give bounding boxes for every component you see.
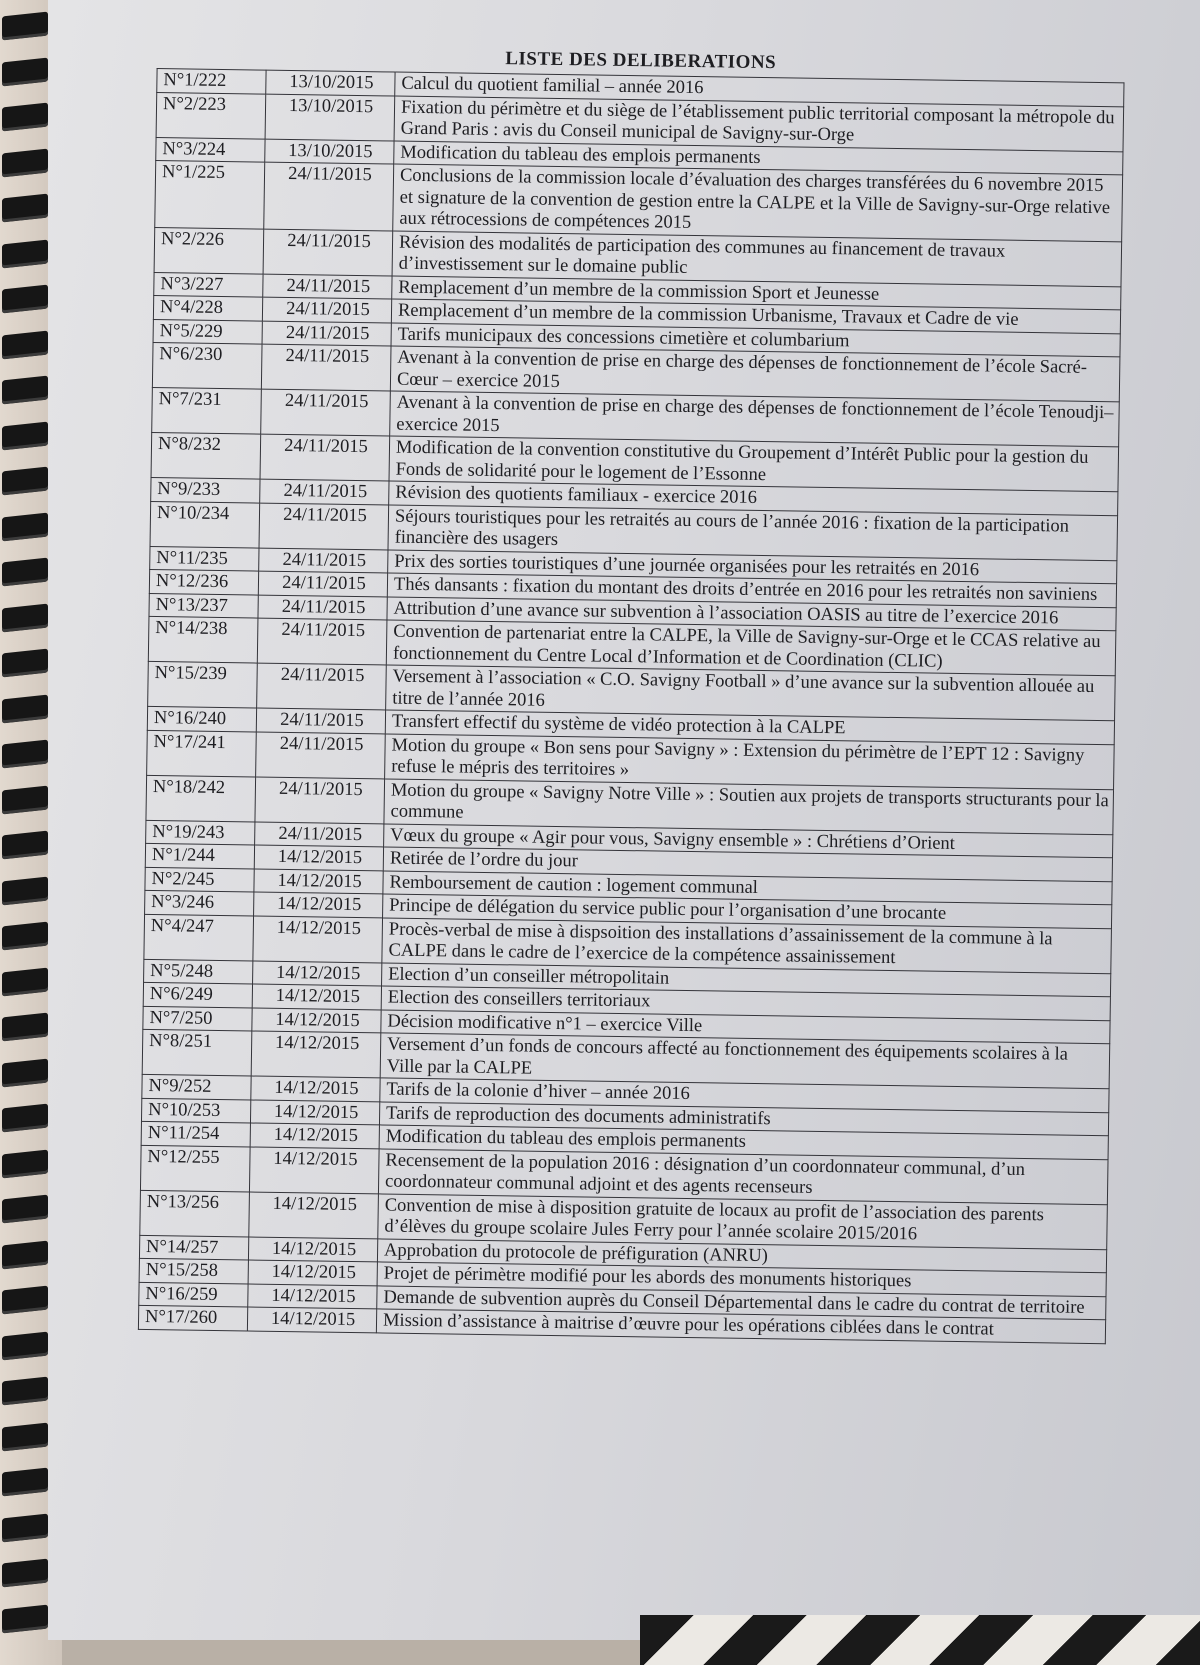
deliberation-date: 24/11/2015 <box>255 777 385 824</box>
deliberation-number: N°3/224 <box>156 137 265 162</box>
deliberation-subject: Approbation du protocole de préfiguration (ANRU) <box>377 1238 1106 1272</box>
binding-coil <box>2 421 48 450</box>
deliberation-number: N°19/243 <box>146 820 255 845</box>
binding-coil <box>2 876 48 905</box>
binding-coil <box>2 1559 48 1588</box>
binding-coil <box>2 1195 48 1224</box>
binding-coil <box>2 330 48 359</box>
binding-coil <box>2 1058 48 1087</box>
deliberation-number: N°3/227 <box>154 272 263 297</box>
deliberations-document <box>138 42 1125 1344</box>
binding-coil <box>2 148 48 177</box>
binding-coil <box>2 194 48 223</box>
deliberation-date: 14/12/2015 <box>248 1236 377 1261</box>
deliberation-date: 24/11/2015 <box>264 162 394 230</box>
binding-coil <box>2 922 48 951</box>
deliberation-date: 24/11/2015 <box>263 274 392 299</box>
deliberation-date: 14/12/2015 <box>253 961 382 986</box>
deliberation-number: N°2/223 <box>156 92 266 139</box>
deliberation-date: 24/11/2015 <box>255 822 384 847</box>
binding-coil <box>2 1422 48 1451</box>
deliberation-date: 13/10/2015 <box>265 94 395 141</box>
binding-coil <box>2 785 48 814</box>
deliberation-date: 14/12/2015 <box>254 869 383 894</box>
deliberation-number: N°16/259 <box>139 1282 248 1307</box>
binding-coil <box>2 467 48 496</box>
deliberation-date: 14/12/2015 <box>250 1123 379 1148</box>
binding-coil <box>2 603 48 632</box>
deliberation-date: 24/11/2015 <box>256 708 385 733</box>
deliberation-number: N°13/256 <box>140 1190 250 1237</box>
deliberation-date: 24/11/2015 <box>260 434 390 481</box>
deliberation-subject: Retirée de l’ordre du jour <box>383 847 1112 881</box>
deliberation-date: 14/12/2015 <box>247 1307 376 1332</box>
binding-coil <box>2 649 48 678</box>
deliberation-subject: Remboursement de caution : logement communal <box>383 870 1112 904</box>
deliberation-subject: Prix des sorties touristiques d’une journée organisées pour les retraités en 2016 <box>388 549 1117 583</box>
deliberation-subject: Remplacement d’un membre de la commission Urbanisme, Travaux et Cadre de vie <box>391 299 1120 333</box>
deliberation-number: N°14/238 <box>148 616 258 663</box>
deliberation-subject: Tarifs de reproduction des documents administratifs <box>379 1101 1108 1135</box>
deliberation-subject: Avenant à la convention de prise en charge des dépenses de fonctionnement de l’école Tenoudji– exercice 2015 <box>390 391 1120 447</box>
deliberation-subject: Motion du groupe « Bon sens pour Savigny » : Extension du périmètre de l’EPT 12 : Savigny refuse le mépris des territoires » <box>385 733 1115 789</box>
deliberation-number: N°10/253 <box>141 1098 250 1123</box>
document-title: LISTE DES DELIBERATIONS <box>505 48 777 74</box>
deliberations-table <box>138 68 1125 1344</box>
deliberation-subject: Tarifs de la colonie d’hiver – année 2016 <box>380 1078 1109 1112</box>
deliberation-subject: Modification du tableau des emplois permanents <box>394 141 1123 175</box>
deliberation-number: N°15/258 <box>139 1258 248 1283</box>
deliberation-date: 14/12/2015 <box>252 984 381 1009</box>
deliberation-subject: Calcul du quotient familial – année 2016 <box>395 72 1124 106</box>
deliberation-date: 14/12/2015 <box>248 1260 377 1285</box>
deliberation-subject: Révision des modalités de participation des communes au financement de travaux d’investissement sur le domaine public <box>392 231 1122 287</box>
deliberation-date: 24/11/2015 <box>262 321 391 346</box>
binding-coil <box>2 1104 48 1133</box>
deliberation-number: N°1/244 <box>145 843 254 868</box>
deliberation-number: N°13/237 <box>149 593 258 618</box>
deliberation-subject: Demande de subvention auprès du Conseil Départemental dans le cadre du contrat de territoire <box>377 1285 1106 1319</box>
deliberation-number: N°15/239 <box>148 661 258 708</box>
deliberation-number: N°12/236 <box>149 569 258 594</box>
binding-coil <box>2 694 48 723</box>
binding-coil <box>2 740 48 769</box>
binding-coil <box>2 1377 48 1406</box>
deliberation-subject: Modification de la convention constitutive du Groupement d’Intérêt Public pour la gestion du Fonds de solidarité pour le logement de l’Essonne <box>389 436 1119 492</box>
binding-coil <box>2 1149 48 1178</box>
deliberation-subject: Modification du tableau des emplois permanents <box>379 1125 1108 1159</box>
deliberation-number: N°2/226 <box>154 227 264 274</box>
deliberation-number: N°12/255 <box>140 1145 250 1192</box>
binding-coil <box>2 831 48 860</box>
binding-coil <box>2 1240 48 1269</box>
binding-coil <box>2 1331 48 1360</box>
deliberation-subject: Convention de mise à disposition gratuite de locaux au profit de l’association des parents d’élèves du groupe scolaire Jules Ferry pour l’année scolaire 2015/2016 <box>378 1193 1108 1249</box>
deliberation-subject: Convention de partenariat entre la CALPE, la Ville de Savigny-sur-Orge et le CCAS relative au fonctionnement du Centre Local d’Information et de Coordination (CLIC) <box>386 620 1116 676</box>
deliberation-subject: Election des conseillers territoriaux <box>381 986 1110 1020</box>
deliberation-date: 24/11/2015 <box>262 297 391 322</box>
deliberation-subject: Procès-verbal de mise à dispsoition des installations d’assainissement de la commune à la CALPE dans le cadre de l’exercice de la compétence assainissement <box>382 917 1112 973</box>
deliberation-number: N°1/225 <box>155 160 265 228</box>
deliberation-number: N°17/241 <box>147 730 257 777</box>
deliberation-subject: Transfert effectif du système de vidéo protection à la CALPE <box>385 710 1114 744</box>
deliberation-date: 14/12/2015 <box>250 1100 379 1125</box>
deliberation-date: 24/11/2015 <box>257 663 387 710</box>
deliberation-number: N°9/252 <box>142 1074 251 1099</box>
deliberation-number: N°17/260 <box>138 1305 247 1330</box>
binding-coil <box>2 239 48 268</box>
background-floor <box>640 1615 1200 1665</box>
deliberation-date: 24/11/2015 <box>263 229 393 276</box>
deliberation-subject: Motion du groupe « Savigny Notre Ville » : Soutien aux projets de transports structurants pour la commune <box>384 778 1114 834</box>
deliberation-subject: Mission d’assistance à maitrise d’œuvre pour les opérations ciblées dans le contrat <box>376 1309 1105 1343</box>
binding-coil <box>2 57 48 86</box>
deliberation-number: N°4/247 <box>144 914 254 961</box>
deliberation-number: N°5/229 <box>153 319 262 344</box>
binding-coil <box>2 967 48 996</box>
deliberation-date: 14/12/2015 <box>252 1008 381 1033</box>
binding-coil <box>2 558 48 587</box>
deliberation-date: 24/11/2015 <box>261 389 391 436</box>
binding-coil <box>2 1286 48 1315</box>
deliberation-subject: Recensement de la population 2016 : désignation d’un coordonnateur communal, d’un coordonnateur communal adjoint et des agents recenseurs <box>378 1148 1108 1204</box>
deliberation-number: N°9/233 <box>151 477 260 502</box>
deliberation-date: 24/11/2015 <box>261 344 391 391</box>
deliberation-subject: Avenant à la convention de prise en charge des dépenses de fonctionnement de l’école Sacré-Cœur – exercice 2015 <box>390 346 1120 402</box>
deliberation-number: N°16/240 <box>147 706 256 731</box>
deliberation-number: N°7/231 <box>152 387 262 434</box>
deliberation-subject: Conclusions de la commission locale d’évaluation des charges transférées du 6 novembre 2015 et signature de la convention de gestion entre la CALPE et la Ville de Savigny-sur-Orge relative aux rétrocessions de compétences 2015 <box>393 164 1123 241</box>
binding-coil <box>2 1468 48 1497</box>
deliberation-date: 14/12/2015 <box>249 1191 379 1238</box>
deliberation-number: N°18/242 <box>146 775 256 822</box>
binding-coil <box>2 512 48 541</box>
deliberation-number: N°11/235 <box>150 546 259 571</box>
deliberation-date: 24/11/2015 <box>259 503 389 550</box>
deliberation-subject: Remplacement d’un membre de la commission Sport et Jeunesse <box>392 276 1121 310</box>
binding-coil <box>2 1513 48 1542</box>
deliberation-subject: Thés dansants : fixation du montant des droits d’entrée en 2016 pour les retraités non saviniens <box>387 573 1116 607</box>
deliberation-subject: Principe de délégation du service public pour l’organisation d’une brocante <box>383 894 1112 928</box>
deliberation-date: 14/12/2015 <box>254 892 383 917</box>
deliberation-number: N°4/228 <box>153 295 262 320</box>
binding-coil <box>2 1604 48 1633</box>
deliberation-number: N°1/222 <box>157 69 266 94</box>
deliberation-number: N°6/230 <box>152 342 262 389</box>
binding-coil <box>2 376 48 405</box>
deliberation-date: 24/11/2015 <box>258 571 387 596</box>
deliberation-number: N°8/232 <box>151 432 261 479</box>
binding-coil <box>2 1013 48 1042</box>
deliberation-date: 14/12/2015 <box>253 916 383 963</box>
deliberation-date: 13/10/2015 <box>265 139 394 164</box>
deliberation-number: N°11/254 <box>141 1121 250 1146</box>
deliberation-date: 14/12/2015 <box>254 845 383 870</box>
deliberation-subject: Révision des quotients familiaux - exercice 2016 <box>389 481 1118 515</box>
deliberation-number: N°8/251 <box>142 1029 252 1076</box>
binding-coil <box>2 12 48 41</box>
deliberation-subject: Projet de périmètre modifié pour les abords des monuments historiques <box>377 1262 1106 1296</box>
deliberation-number: N°5/248 <box>144 959 253 984</box>
deliberation-subject: Tarifs municipaux des concessions cimetière et columbarium <box>391 323 1120 357</box>
deliberation-date: 14/12/2015 <box>249 1147 379 1194</box>
deliberation-date: 14/12/2015 <box>251 1031 381 1078</box>
deliberation-subject: Versement d’un fonds de concours affecté au fonctionnement des équipements scolaires à la Ville par la CALPE <box>380 1033 1110 1089</box>
deliberation-date: 14/12/2015 <box>251 1076 380 1101</box>
deliberation-subject: Election d’un conseiller métropolitain <box>382 962 1111 996</box>
deliberation-number: N°7/250 <box>143 1006 252 1031</box>
deliberation-date: 24/11/2015 <box>260 479 389 504</box>
deliberation-number: N°10/234 <box>150 501 260 548</box>
deliberation-number: N°2/245 <box>145 867 254 892</box>
deliberation-subject: Vœux du groupe « Agir pour vous, Savigny ensemble » : Chrétiens d’Orient <box>384 823 1113 857</box>
deliberation-subject: Fixation du périmètre et du siège de l’établissement public territorial composant la métropole du Grand Paris : avis du Conseil municipal de Savigny-sur-Orge <box>394 96 1124 152</box>
binding-coil <box>2 285 48 314</box>
deliberation-date: 24/11/2015 <box>257 618 387 665</box>
deliberation-subject: Versement à l’association « C.O. Savigny Football » d’une avance sur la subvention allouée au titre de l’année 2016 <box>386 665 1116 721</box>
deliberation-number: N°6/249 <box>143 982 252 1007</box>
deliberation-number: N°3/246 <box>145 890 254 915</box>
binding-coil <box>2 103 48 132</box>
deliberation-subject: Décision modificative n°1 – exercice Ville <box>381 1009 1110 1043</box>
deliberation-date: 24/11/2015 <box>258 595 387 620</box>
deliberation-date: 14/12/2015 <box>248 1283 377 1308</box>
deliberation-number: N°14/257 <box>139 1235 248 1260</box>
deliberation-date: 13/10/2015 <box>266 70 395 95</box>
deliberation-subject: Séjours touristiques pour les retraités au cours de l’année 2016 : fixation de la participation financière des usagers <box>388 504 1118 560</box>
deliberation-date: 24/11/2015 <box>256 732 386 779</box>
deliberation-subject: Attribution d’une avance sur subvention à l’association OASIS au titre de l’exercice 2016 <box>387 596 1116 630</box>
deliberation-date: 24/11/2015 <box>259 548 388 573</box>
